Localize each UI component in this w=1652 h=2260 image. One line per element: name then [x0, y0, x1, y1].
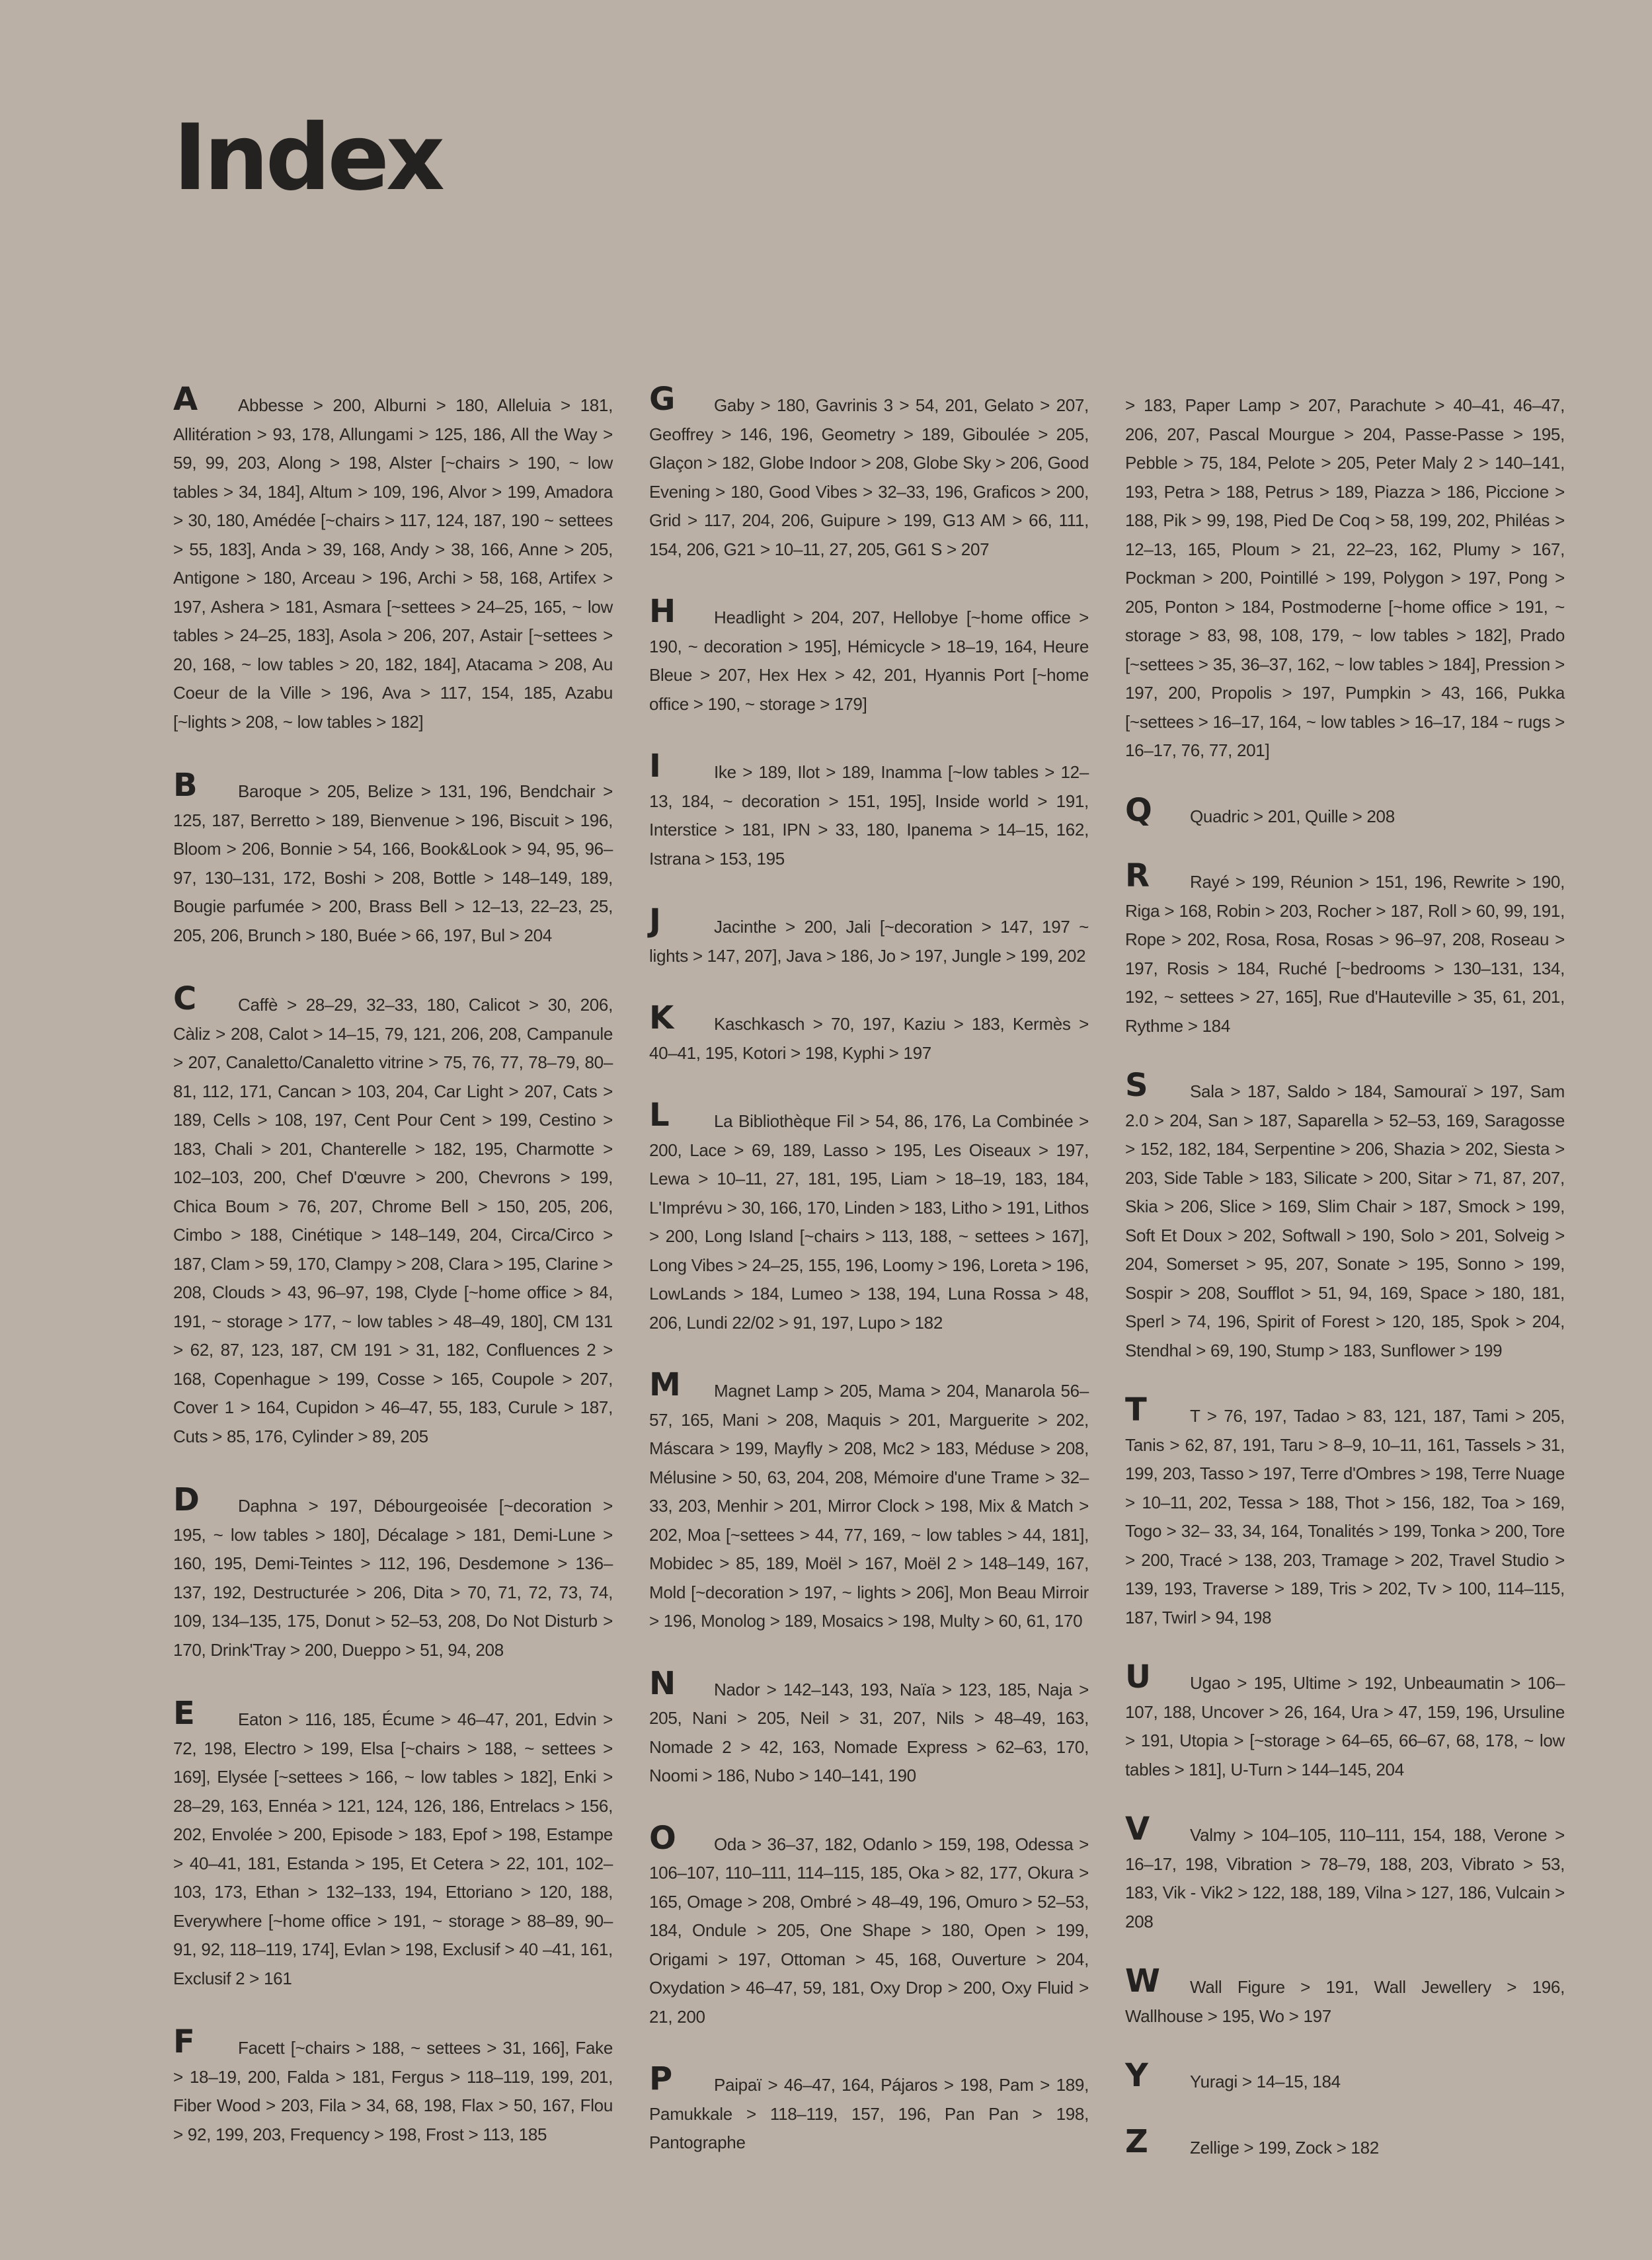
section-entries-l: La Bibliothèque Fil > 54, 86, 176, La Combinée > 200, Lace > 69, 189, Lasso > 195, Les Oiseaux > 197, Lewa > 10–11, 27, 181, 195, Liam > 18–19, 183, 184, L'Imprévu > 30, 166, 170, Linden > 183, Litho > 191, Lithos > 200, Long Island [~chairs > 113, 188, ~ settees > 167], Long Vibes > 24–25, 155, 196, Loomy > 196, Loreta > 196, LowLands > 184, Lumeo > 138, 194, Luna Rossa > 48, 206, Lundi 22/02 > 91, 197, Lupo > 182	[649, 1111, 1089, 1333]
section-entries-a: Abbesse > 200, Alburni > 180, Alleluia > 181, Allitération > 93, 178, Allungami > 125, 186, All the Way > 59, 99, 203, Along > 198, Alster [~chairs > 190, ~ low tables > 34, 184], Altum > 109, 196, Alvor > 199, Amadora > 30, 180, Amédée [~chairs > 117, 124, 187, 190 ~ settees > 55, 183], Anda > 39, 168, Andy > 38, 166, Anne > 205, Antigone > 180, Arceau > 196, Archi > 58, 168, Artifex > 197, Ashera > 181, Asmara [~settees > 24–25, 165, ~ low tables > 24–25, 183], Asola > 206, 207, Astair [~settees > 20, 168, ~ low tables > 20, 182, 184], Atacama > 208, Au Coeur de la Ville > 196, Ava > 117, 154, 185, Azabu [~lights > 208, ~ low tables > 182]	[173, 395, 613, 732]
index-section-e: E Eaton > 116, 185, Écume > 46–47, 201, Edvin > 72, 198, Electro > 199, Elsa [~chairs > 188, ~ settees > 169], Elysée [~settees > 166, ~ low tables > 182], Enki > 28–29, 163, Ennéa > 121, 124, 126, 186, Entrelacs > 156, 202, Envolée > 200, Episode > 183, Epof > 198, Estampe > 40–41, 181, Estanda > 195, Et Cetera > 22, 101, 102–103, 173, Ethan > 132–133, 194, Ettoriano > 120, 188, Everywhere [~home office > 191, ~ storage > 88–89, 90–91, 92, 118–119, 174], Evlan > 198, Exclusif > 40 –41, 161, Exclusif 2 > 161	[173, 1695, 613, 1988]
section-entries-g: Gaby > 180, Gavrinis 3 > 54, 201, Gelato > 207, Geoffrey > 146, 196, Geometry > 189, Giboulée > 205, Glaçon > 182, Globe Indoor > 208, Globe Sky > 206, Good Evening > 180, Good Vibes > 32–33, 196, Graficos > 200, Grid > 117, 204, 206, Guipure > 199, G13 AM > 66, 111, 154, 206, G21 > 10–11, 27, 205, G61 S > 207	[649, 395, 1089, 559]
section-entries-n: Nador > 142–143, 193, Naïa > 123, 185, Naja > 205, Nani > 205, Neil > 31, 207, Nils > 48–49, 163, Nomade 2 > 42, 163, Nomade Express > 62–63, 170, Noomi > 186, Nubo > 140–141, 190	[649, 1679, 1089, 1785]
index-section-f: F Facett [~chairs > 188, ~ settees > 31, 166], Fake > 18–19, 200, Falda > 181, Fergus > 118–119, 199, 201, Fiber Wood > 203, Fila > 34, 68, 198, Flax > 50, 167, Flou > 92, 199, 203, Frequency > 198, Frost > 113, 185	[173, 2023, 613, 2144]
index-section-g: G Gaby > 180, Gavrinis 3 > 54, 201, Gelato > 207, Geoffrey > 146, 196, Geometry > 189, Giboulée > 205, Glaçon > 182, Globe Indoor > 208, Globe Sky > 206, Good Evening > 180, Good Vibes > 32–33, 196, Graficos > 200, Grid > 117, 204, 206, Guipure > 199, G13 AM > 66, 111, 154, 206, G21 > 10–11, 27, 205, G61 S > 207	[649, 381, 1089, 559]
index-section-r: R Rayé > 199, Réunion > 151, 196, Rewrite > 190, Riga > 168, Robin > 203, Rocher > 187, Roll > 60, 99, 191, Rope > 202, Rosa, Rosa, Rosas > 96–97, 208, Roseau > 197, Rosis > 184, Ruché [~bedrooms > 130–131, 134, 192, ~ settees > 27, 165], Rue d'Hauteville > 35, 61, 201, Rythme > 184	[1125, 857, 1565, 1036]
section-entries-z: Zellige > 199, Zock > 182	[1190, 2137, 1379, 2158]
section-entries-q: Quadric > 201, Quille > 208	[1190, 806, 1395, 826]
section-entries-w: Wall Figure > 191, Wall Jewellery > 196, Wallhouse > 195, Wo > 197	[1125, 1977, 1565, 2026]
index-section-b: B Baroque > 205, Belize > 131, 196, Bendchair > 125, 187, Berretto > 189, Bienvenue > 196, Biscuit > 196, Bloom > 206, Bonnie > 54, 166, Book&Look > 94, 95, 96–97, 130–131, 172, Boshi > 208, Bottle > 148–149, 189, Bougie parfumée > 200, Brass Bell > 12–13, 22–23, 25, 205, 206, Brunch > 180, Buée > 66, 197, Bul > 204	[173, 767, 613, 945]
section-entries-k: Kaschkasch > 70, 197, Kaziu > 183, Kermès > 40–41, 195, Kotori > 198, Kyphi > 197	[649, 1014, 1089, 1063]
index-section-i: I Ike > 189, Ilot > 189, Inamma [~low tables > 12–13, 184, ~ decoration > 151, 195], Inside world > 191, Interstice > 181, IPN > 33, 180, Ipanema > 14–15, 162, Istrana > 153, 195	[649, 748, 1089, 869]
section-entries-y: Yuragi > 14–15, 184	[1190, 2072, 1341, 2091]
index-section-t: T T > 76, 197, Tadao > 83, 121, 187, Tami > 205, Tanis > 62, 87, 191, Taru > 8–9, 10–11, 161, Tassels > 31, 199, 203, Tasso > 197, Terre d'Ombres > 198, Terre Nuage > 10–11, 202, Tessa > 188, Thot > 156, 182, Toa > 169, Togo > 32– 33, 34, 164, Tonalités > 199, Tonka > 200, Tore > 200, Tracé > 138, 203, Tramage > 202, Travel Studio > 139, 193, Traverse > 189, Tris > 202, Tv > 100, 114–115, 187, Twirl > 94, 198	[1125, 1391, 1565, 1627]
section-entries-s: Sala > 187, Saldo > 184, Samouraï > 197, Sam 2.0 > 204, San > 187, Saparella > 52–53, 169, Saragosse > 152, 182, 184, Serpentine > 206, Shazia > 202, Siesta > 203, Side Table > 183, Silicate > 200, Sitar > 71, 87, 207, Skia > 206, Slice > 169, Slim Chair > 187, Smock > 199, Soft Et Doux > 202, Softwall > 190, Solo > 201, Solveig > 204, Somerset > 95, 207, Sonate > 195, Sonno > 199, Sospir > 208, Soufflot > 51, 94, 169, Space > 180, 181, Sperl > 74, 196, Spirit of Forest > 120, 185, Spok > 204, Stendhal > 69, 190, Stump > 183, Sunflower > 199	[1125, 1081, 1565, 1360]
index-section-q: Q Quadric > 201, Quille > 208	[1125, 791, 1395, 829]
index-section-n: N Nador > 142–143, 193, Naïa > 123, 185, Naja > 205, Nani > 205, Neil > 31, 207, Nils > 48–49, 163, Nomade 2 > 42, 163, Nomade Express > 62–63, 170, Noomi > 186, Nubo > 140–141, 190	[649, 1664, 1089, 1785]
index-section-p: P Paipaï > 46–47, 164, Pájaros > 198, Pam > 189, Pamukkale > 118–119, 157, 196, Pan Pan > 198, Pantographe	[649, 2060, 1089, 2152]
index-column-3	[1125, 391, 1565, 2199]
index-section-j: J Jacinthe > 200, Jali [~decoration > 147, 197 ~ lights > 147, 207], Java > 186, Jo > 197, Jungle > 199, 202	[649, 902, 1089, 966]
section-entries-f: Facett [~chairs > 188, ~ settees > 31, 166], Fake > 18–19, 200, Falda > 181, Fergus > 118–119, 199, 201, Fiber Wood > 203, Fila > 34, 68, 198, Flax > 50, 167, Flou > 92, 199, 203, Frequency > 198, Frost > 113, 185	[173, 2038, 613, 2144]
index-section-s: S Sala > 187, Saldo > 184, Samouraï > 197, Sam 2.0 > 204, San > 187, Saparella > 52–53, 169, Saragosse > 152, 182, 184, Serpentine > 206, Shazia > 202, Siesta > 203, Side Table > 183, Silicate > 200, Sitar > 71, 87, 207, Skia > 206, Slice > 169, Slim Chair > 187, Smock > 199, Soft Et Doux > 202, Softwall > 190, Solo > 201, Solveig > 204, Somerset > 95, 207, Sonate > 195, Sonno > 199, Sospir > 208, Soufflot > 51, 94, 169, Space > 180, 181, Sperl > 74, 196, Spirit of Forest > 120, 185, Spok > 204, Stendhal > 69, 190, Stump > 183, Sunflower > 199	[1125, 1067, 1565, 1360]
page-title: Index	[173, 104, 442, 211]
section-entries-j: Jacinthe > 200, Jali [~decoration > 147, 197 ~ lights > 147, 207], Java > 186, Jo > 197, Jungle > 199, 202	[649, 917, 1089, 966]
section-entries-u: Ugao > 195, Ultime > 192, Unbeaumatin > 106–107, 188, Uncover > 26, 164, Ura > 47, 159, 196, Ursuline > 191, Utopia > [~storage > 64–65, 66–67, 68, 178, ~ low tables > 181], U-Turn > 144–145, 204	[1125, 1673, 1565, 1779]
section-entries-d: Daphna > 197, Débourgeoisée [~decoration > 195, ~ low tables > 180], Décalage > 181, Demi-Lune > 160, 195, Demi-Teintes > 112, 196, Desdemone > 136–137, 192, Destructurée > 206, Dita > 70, 71, 72, 73, 74, 109, 134–135, 175, Donut > 52–53, 208, Do Not Disturb > 170, Drink'Tray > 200, Dueppo > 51, 94, 208	[173, 1496, 613, 1660]
section-entries-v: Valmy > 104–105, 110–111, 154, 188, Verone > 16–17, 198, Vibration > 78–79, 188, 203, Vibrato > 53, 183, Vik - Vik2 > 122, 188, 189, Vilna > 127, 186, Vulcain > 208	[1125, 1825, 1565, 1931]
index-column-1	[173, 381, 613, 2190]
index-section-c: C Caffè > 28–29, 32–33, 180, Calicot > 30, 206, Càliz > 208, Calot > 14–15, 79, 121, 206, 208, Campanule > 207, Canaletto/Canaletto vitrine > 75, 76, 77, 78–79, 80–81, 112, 171, Cancan > 103, 204, Car Light > 207, Cats > 189, Cells > 108, 197, Cent Pour Cent > 199, Cestino > 183, Chali > 201, Chanterelle > 182, 195, Charmotte > 102–103, 200, Chef D'œuvre > 200, Chevrons > 199, Chica Boum > 76, 207, Chrome Bell > 150, 205, 206, Cimbo > 188, Cinétique > 148–149, 204, Circa/Circo > 187, Clam > 59, 170, Clampy > 208, Clara > 195, Clarine > 208, Clouds > 43, 96–97, 198, Clyde [~home office > 84, 191, ~ storage > 177, ~ low tables > 48–49, 180], CM 131 > 62, 87, 123, 187, CM 191 > 31, 182, Confluences 2 > 168, Copenhague > 199, Cosse > 165, Coupole > 207, Cover 1 > 164, Cupidon > 46–47, 55, 183, Curule > 187, Cuts > 85, 176, Cylinder > 89, 205	[173, 980, 613, 1446]
index-section-o: O Oda > 36–37, 182, Odanlo > 159, 198, Odessa > 106–107, 110–111, 114–115, 185, Oka > 82, 177, Okura > 165, Omage > 208, Ombré > 48–49, 196, Omuro > 52–53, 184, Ondule > 205, One Shape > 180, Open > 199, Origami > 197, Ottoman > 45, 168, Ouverture > 204, Oxydation > 46–47, 59, 181, Oxy Drop > 200, Oxy Fluid > 21, 200	[649, 1819, 1089, 2027]
index-section-p-continued	[1125, 391, 1565, 765]
section-entries-c: Caffè > 28–29, 32–33, 180, Calicot > 30, 206, Càliz > 208, Calot > 14–15, 79, 121, 206, 208, Campanule > 207, Canaletto/Canaletto vitrine > 75, 76, 77, 78–79, 80–81, 112, 171, Cancan > 103, 204, Car Light > 207, Cats > 189, Cells > 108, 197, Cent Pour Cent > 199, Cestino > 183, Chali > 201, Chanterelle > 182, 195, Charmotte > 102–103, 200, Chef D'œuvre > 200, Chevrons > 199, Chica Boum > 76, 207, Chrome Bell > 150, 205, 206, Cimbo > 188, Cinétique > 148–149, 204, Circa/Circo > 187, Clam > 59, 170, Clampy > 208, Clara > 195, Clarine > 208, Clouds > 43, 96–97, 198, Clyde [~home office > 84, 191, ~ storage > 177, ~ low tables > 48–49, 180], CM 131 > 62, 87, 123, 187, CM 191 > 31, 182, Confluences 2 > 168, Copenhague > 199, Cosse > 165, Coupole > 207, Cover 1 > 164, Cupidon > 46–47, 55, 183, Curule > 187, Cuts > 85, 176, Cylinder > 89, 205	[173, 995, 613, 1446]
section-entries-p: Paipaï > 46–47, 164, Pájaros > 198, Pam > 189, Pamukkale > 118–119, 157, 196, Pan Pan > 198, Pantographe	[649, 2075, 1089, 2152]
section-entries-h: Headlight > 204, 207, Hellobye [~home office > 190, ~ decoration > 195], Hémicycle > 18–19, 164, Heure Bleue > 207, Hex Hex > 42, 201, Hyannis Port [~home office > 190, ~ storage > 179]	[649, 607, 1089, 714]
section-entries-r: Rayé > 199, Réunion > 151, 196, Rewrite > 190, Riga > 168, Robin > 203, Rocher > 187, Roll > 60, 99, 191, Rope > 202, Rosa, Rosa, Rosas > 96–97, 208, Roseau > 197, Rosis > 184, Ruché [~bedrooms > 130–131, 134, 192, ~ settees > 27, 165], Rue d'Hauteville > 35, 61, 201, Rythme > 184	[1125, 872, 1565, 1036]
index-section-v: V Valmy > 104–105, 110–111, 154, 188, Verone > 16–17, 198, Vibration > 78–79, 188, 203, Vibrato > 53, 183, Vik - Vik2 > 122, 188, 189, Vilna > 127, 186, Vulcain > 208	[1125, 1811, 1565, 1931]
index-section-h: H Headlight > 204, 207, Hellobye [~home office > 190, ~ decoration > 195], Hémicycle > 18–19, 164, Heure Bleue > 207, Hex Hex > 42, 201, Hyannis Port [~home office > 190, ~ storage > 179]	[649, 593, 1089, 714]
index-section-y: Y Yuragi > 14–15, 184	[1125, 2057, 1341, 2094]
section-entries-e: Eaton > 116, 185, Écume > 46–47, 201, Edvin > 72, 198, Electro > 199, Elsa [~chairs > 188, ~ settees > 169], Elysée [~settees > 166, ~ low tables > 182], Enki > 28–29, 163, Ennéa > 121, 124, 126, 186, Entrelacs > 156, 202, Envolée > 200, Episode > 183, Epof > 198, Estampe > 40–41, 181, Estanda > 195, Et Cetera > 22, 101, 102–103, 173, Ethan > 132–133, 194, Ettoriano > 120, 188, Everywhere [~home office > 191, ~ storage > 88–89, 90–91, 92, 118–119, 174], Evlan > 198, Exclusif > 40 –41, 161, Exclusif 2 > 161	[173, 1709, 613, 1988]
index-section-w: W Wall Figure > 191, Wall Jewellery > 196, Wallhouse > 195, Wo > 197	[1125, 1963, 1565, 2026]
index-section-u: U Ugao > 195, Ultime > 192, Unbeaumatin > 106–107, 188, Uncover > 26, 164, Ura > 47, 159, 196, Ursuline > 191, Utopia > [~storage > 64–65, 66–67, 68, 178, ~ low tables > 181], U-Turn > 144–145, 204	[1125, 1658, 1565, 1779]
index-section-d: D Daphna > 197, Débourgeoisée [~decoration > 195, ~ low tables > 180], Décalage > 181, Demi-Lune > 160, 195, Demi-Teintes > 112, 196, Desdemone > 136–137, 192, Destructurée > 206, Dita > 70, 71, 72, 73, 74, 109, 134–135, 175, Donut > 52–53, 208, Do Not Disturb > 170, Drink'Tray > 200, Dueppo > 51, 94, 208	[173, 1481, 613, 1660]
section-entries-p-continued: > 183, Paper Lamp > 207, Parachute > 40–41, 46–47, 206, 207, Pascal Mourgue > 204, Passe-Passe > 195, Pebble > 75, 184, Pelote > 205, Peter Maly 2 > 140–141, 193, Petra > 188, Petrus > 189, Piazza > 186, Piccione > 188, Pik > 99, 198, Pied De Coq > 58, 199, 202, Philéas > 12–13, 165, Ploum > 21, 22–23, 162, Plumy > 167, Pockman > 200, Pointillé > 199, Polygon > 197, Pong > 205, Ponton > 184, Postmoderne [~home office > 191, ~ storage > 83, 98, 108, 179, ~ low tables > 182], Prado [~settees > 35, 36–37, 162, ~ low tables > 184], Pression > 197, 200, Propolis > 197, Pumpkin > 43, 166, Pukka [~settees > 16–17, 164, ~ low tables > 16–17, 184 ~ rugs > 16–17, 76, 77, 201]	[1125, 395, 1565, 760]
index-section-m: M Magnet Lamp > 205, Mama > 204, Manarola 56–57, 165, Mani > 208, Maquis > 201, Marguerite > 202, Máscara > 199, Mayfly > 208, Mc2 > 183, Méduse > 208, Mélusine > 50, 63, 204, 208, Mémoire d'une Trame > 32–33, 203, Menhir > 201, Mirror Clock > 198, Mix & Match > 202, Moa [~settees > 44, 77, 169, ~ low tables > 44, 181], Mobidec > 85, 189, Moël > 167, Moël 2 > 148–149, 167, Mold [~decoration > 197, ~ lights > 206], Mon Beau Mirroir > 196, Monolog > 189, Mosaics > 198, Multy > 60, 61, 170	[649, 1366, 1089, 1631]
index-section-a: A Abbesse > 200, Alburni > 180, Alleluia > 181, Allitération > 93, 178, Allungami > 125, 186, All the Way > 59, 99, 203, Along > 198, Alster [~chairs > 190, ~ low tables > 34, 184], Altum > 109, 196, Alvor > 199, Amadora > 30, 180, Amédée [~chairs > 117, 124, 187, 190 ~ settees > 55, 183], Anda > 39, 168, Andy > 38, 166, Anne > 205, Antigone > 180, Arceau > 196, Archi > 58, 168, Artifex > 197, Ashera > 181, Asmara [~settees > 24–25, 165, ~ low tables > 24–25, 183], Asola > 206, 207, Astair [~settees > 20, 168, ~ low tables > 20, 182, 184], Atacama > 208, Au Coeur de la Ville > 196, Ava > 117, 154, 185, Azabu [~lights > 208, ~ low tables > 182]	[173, 381, 613, 732]
section-entries-b: Baroque > 205, Belize > 131, 196, Bendchair > 125, 187, Berretto > 189, Bienvenue > 196, Biscuit > 196, Bloom > 206, Bonnie > 54, 166, Book&Look > 94, 95, 96–97, 130–131, 172, Boshi > 208, Bottle > 148–149, 189, Bougie parfumée > 200, Brass Bell > 12–13, 22–23, 25, 205, 206, Brunch > 180, Buée > 66, 197, Bul > 204	[173, 781, 613, 945]
section-entries-t: T > 76, 197, Tadao > 83, 121, 187, Tami > 205, Tanis > 62, 87, 191, Taru > 8–9, 10–11, 161, Tassels > 31, 199, 203, Tasso > 197, Terre d'Ombres > 198, Terre Nuage > 10–11, 202, Tessa > 188, Thot > 156, 182, Toa > 169, Togo > 32– 33, 34, 164, Tonalités > 199, Tonka > 200, Tore > 200, Tracé > 138, 203, Tramage > 202, Travel Studio > 139, 193, Traverse > 189, Tris > 202, Tv > 100, 114–115, 187, Twirl > 94, 198	[1125, 1406, 1565, 1627]
index-section-k: K Kaschkasch > 70, 197, Kaziu > 183, Kermès > 40–41, 195, Kotori > 198, Kyphi > 197	[649, 999, 1089, 1063]
section-entries-m: Magnet Lamp > 205, Mama > 204, Manarola 56–57, 165, Mani > 208, Maquis > 201, Marguerite > 202, Máscara > 199, Mayfly > 208, Mc2 > 183, Méduse > 208, Mélusine > 50, 63, 204, 208, Mémoire d'une Trame > 32–33, 203, Menhir > 201, Mirror Clock > 198, Mix & Match > 202, Moa [~settees > 44, 77, 169, ~ low tables > 44, 181], Mobidec > 85, 189, Moël > 167, Moël 2 > 148–149, 167, Mold [~decoration > 197, ~ lights > 206], Mon Beau Mirroir > 196, Monolog > 189, Mosaics > 198, Multy > 60, 61, 170	[649, 1381, 1089, 1631]
section-entries-i: Ike > 189, Ilot > 189, Inamma [~low tables > 12–13, 184, ~ decoration > 151, 195], Inside world > 191, Interstice > 181, IPN > 33, 180, Ipanema > 14–15, 162, Istrana > 153, 195	[649, 762, 1089, 869]
index-section-z: Z Zellige > 199, Zock > 182	[1125, 2123, 1379, 2160]
index-section-l: L La Bibliothèque Fil > 54, 86, 176, La Combinée > 200, Lace > 69, 189, Lasso > 195, Les Oiseaux > 197, Lewa > 10–11, 27, 181, 195, Liam > 18–19, 183, 184, L'Imprévu > 30, 166, 170, Linden > 183, Litho > 191, Lithos > 200, Long Island [~chairs > 113, 188, ~ settees > 167], Long Vibes > 24–25, 155, 196, Loomy > 196, Loreta > 196, LowLands > 184, Lumeo > 138, 194, Luna Rossa > 48, 206, Lundi 22/02 > 91, 197, Lupo > 182	[649, 1097, 1089, 1333]
index-column-2	[649, 381, 1089, 2197]
section-entries-o: Oda > 36–37, 182, Odanlo > 159, 198, Odessa > 106–107, 110–111, 114–115, 185, Oka > 82, 177, Okura > 165, Omage > 208, Ombré > 48–49, 196, Omuro > 52–53, 184, Ondule > 205, One Shape > 180, Open > 199, Origami > 197, Ottoman > 45, 168, Ouverture > 204, Oxydation > 46–47, 59, 181, Oxy Drop > 200, Oxy Fluid > 21, 200	[649, 1834, 1089, 2027]
